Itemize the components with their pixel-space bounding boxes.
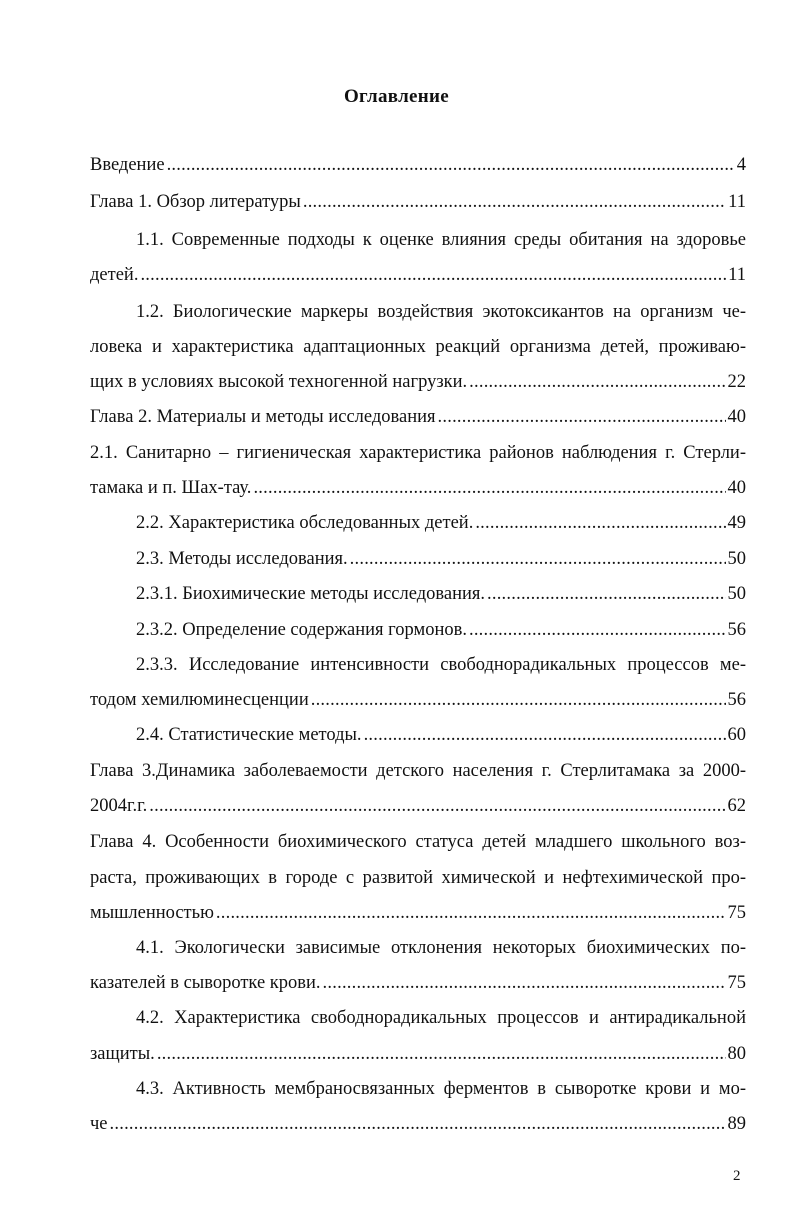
toc-entry-text: 2004г.г. xyxy=(90,796,148,816)
toc-entry-text: тамака и п. Шах-тау. xyxy=(90,478,252,498)
toc-entry-line: 2.3.3. Исследование интенсивности свободнорадикальных процессов ме- xyxy=(136,655,746,675)
toc-page-number: 49 xyxy=(727,513,746,533)
toc-page-number: 50 xyxy=(727,549,746,569)
toc-leader-dots xyxy=(469,364,725,400)
toc-entry xyxy=(90,1106,746,1142)
toc-entry xyxy=(90,612,746,648)
toc-entry-line: Глава 3.Динамика заболеваемости детского населения г. Стерлитамака за 2000- xyxy=(90,761,746,781)
toc-page-number: 89 xyxy=(727,1114,746,1134)
page-title: Оглавление xyxy=(343,86,450,107)
toc-entry-text: Глава 1. Обзор литературы xyxy=(90,192,301,212)
toc-leader-dots xyxy=(350,541,726,577)
toc-entry-text: 2.3. Методы исследования. xyxy=(136,549,348,569)
toc-page-number: 40 xyxy=(727,478,746,498)
toc-entry-line: 2.1. Санитарно – гигиеническая характеристика районов наблюдения г. Стерли- xyxy=(90,443,746,463)
toc-entry xyxy=(90,541,746,577)
toc-entry-text: 2.4. Статистические методы. xyxy=(136,725,362,745)
toc-page-number: 50 xyxy=(727,584,746,604)
toc-entry-text: 2.2. Характеристика обследованных детей. xyxy=(136,513,474,533)
toc-leader-dots xyxy=(110,1106,726,1142)
toc-entry xyxy=(90,257,746,293)
toc-page-number: 60 xyxy=(727,725,746,745)
toc-leader-dots xyxy=(167,147,735,183)
toc-entry xyxy=(90,399,746,435)
toc-page-number: 75 xyxy=(727,903,746,923)
toc-entry-text: мышленностью xyxy=(90,903,214,923)
toc-entry-line: 1.2. Биологические маркеры воздействия экотоксикантов на организм че- xyxy=(136,302,746,322)
toc-leader-dots xyxy=(438,399,726,435)
toc-entry xyxy=(90,1036,746,1072)
toc-page-number: 22 xyxy=(727,372,746,392)
toc-entry xyxy=(90,682,746,718)
toc-page-number: 62 xyxy=(727,796,746,816)
toc-leader-dots xyxy=(253,470,725,506)
toc-entry-text: 2.3.1. Биохимические методы исследования. xyxy=(136,584,485,604)
toc-leader-dots xyxy=(487,576,726,612)
toc-entry-text: защиты. xyxy=(90,1044,155,1064)
toc-entry xyxy=(90,965,746,1001)
toc-entry-text: детей. xyxy=(90,265,139,285)
toc-entry xyxy=(90,184,746,220)
toc-page-number: 11 xyxy=(728,192,746,212)
toc-entry-text: 2.3.2. Определение содержания гормонов. xyxy=(136,620,467,640)
toc-page-number: 40 xyxy=(727,407,746,427)
toc-entry xyxy=(90,505,746,541)
toc-entry xyxy=(90,364,746,400)
toc-entry xyxy=(90,788,746,824)
toc-page-number: 56 xyxy=(727,620,746,640)
toc-entry xyxy=(90,147,746,183)
toc-entry xyxy=(90,895,746,931)
toc-entry-text: Введение xyxy=(90,155,165,175)
toc-entry-text: Глава 2. Материалы и методы исследования xyxy=(90,407,436,427)
toc-leader-dots xyxy=(475,505,725,541)
toc-leader-dots xyxy=(323,965,726,1001)
toc-leader-dots xyxy=(311,682,726,718)
toc-leader-dots xyxy=(157,1036,726,1072)
toc-entry-line: 4.2. Характеристика свободнорадикальных процессов и антирадикальной xyxy=(136,1008,746,1028)
toc-leader-dots xyxy=(149,788,725,824)
toc-entry-text: тодом хемилюминесценции xyxy=(90,690,309,710)
page-number: 2 xyxy=(733,1168,741,1184)
toc-entry-line: 4.3. Активность мембраносвязанных ферментов в сыворотке крови и мо- xyxy=(136,1079,746,1099)
toc-entry-line: 4.1. Экологически зависимые отклонения некоторых биохимических по- xyxy=(136,938,746,958)
toc-entry-line: раста, проживающих в городе с развитой химической и нефтехимической про- xyxy=(90,868,746,888)
toc-page-number: 56 xyxy=(727,690,746,710)
toc-leader-dots xyxy=(216,895,726,931)
toc-page-number: 75 xyxy=(727,973,746,993)
toc-leader-dots xyxy=(364,717,726,753)
toc-entry-line: Глава 4. Особенности биохимического статуса детей младшего школьного воз- xyxy=(90,832,746,852)
toc-entry-text: че xyxy=(90,1114,108,1134)
toc-entry-line: 1.1. Современные подходы к оценке влияния среды обитания на здоровье xyxy=(136,230,746,250)
toc-leader-dots xyxy=(469,612,726,648)
toc-entry-line: ловека и характеристика адаптационных реакций организма детей, проживаю- xyxy=(90,337,746,357)
toc-page-number: 80 xyxy=(727,1044,746,1064)
toc-leader-dots xyxy=(303,184,726,220)
toc-leader-dots xyxy=(140,257,726,293)
toc-entry-text: щих в условиях высокой техногенной нагрузки. xyxy=(90,372,468,392)
toc-entry-text: казателей в сыворотке крови. xyxy=(90,973,321,993)
toc-page-number: 4 xyxy=(736,155,746,175)
toc-entry xyxy=(90,717,746,753)
toc-page-number: 11 xyxy=(728,265,746,285)
toc-entry xyxy=(90,576,746,612)
toc-entry xyxy=(90,470,746,506)
